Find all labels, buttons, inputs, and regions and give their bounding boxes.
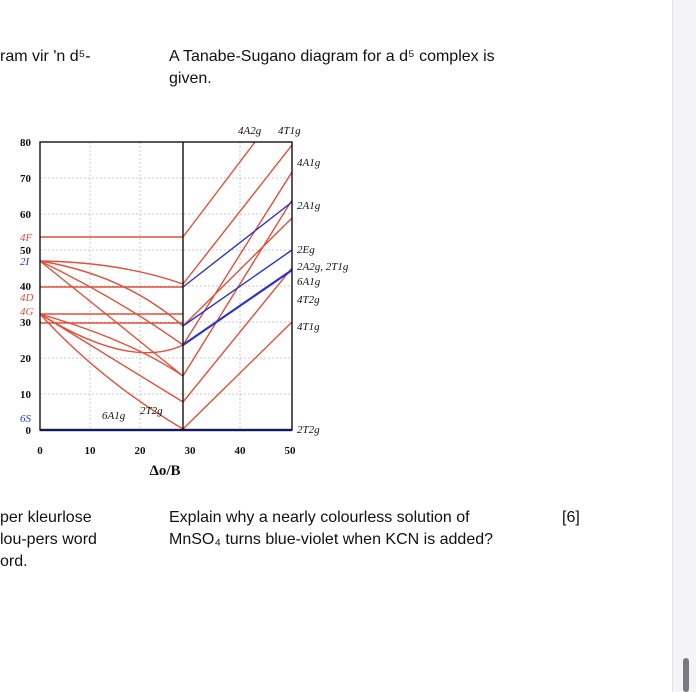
term-label: 4F bbox=[20, 232, 33, 244]
term-label: 6S bbox=[20, 413, 31, 425]
x-tick-label: 40 bbox=[234, 445, 246, 457]
y-tick-label: 0 bbox=[25, 425, 31, 437]
term-label: 4A2g bbox=[238, 125, 262, 137]
afrikaans-question-1 bbox=[0, 46, 160, 68]
y-tick-label: 70 bbox=[20, 173, 31, 185]
term-label: 4T1g bbox=[297, 321, 320, 333]
term-label: 4A1g bbox=[297, 157, 321, 169]
term-label: 2T2g bbox=[297, 424, 320, 436]
term-label: 4D bbox=[20, 292, 34, 304]
term-label: 2A1g bbox=[297, 200, 321, 212]
term-label: 4G bbox=[20, 306, 34, 318]
question-text-line: given. bbox=[169, 70, 212, 87]
question-text-line: A Tanabe-Sugano diagram for a d⁵ complex is bbox=[169, 48, 495, 65]
right-gutter bbox=[672, 0, 696, 692]
x-tick-label: 10 bbox=[84, 445, 96, 457]
term-label: 6A1g bbox=[102, 410, 126, 422]
english-question-1 bbox=[169, 46, 549, 90]
x-tick-label: 30 bbox=[184, 445, 196, 457]
english-question-2 bbox=[169, 507, 549, 551]
tanabe-sugano-diagram bbox=[0, 110, 380, 485]
x-tick-label: 0 bbox=[37, 445, 43, 457]
term-label: 4T2g bbox=[297, 294, 320, 306]
afrikaans-text-line: per kleurlose bbox=[0, 509, 92, 526]
question-text-line: MnSO₄ turns blue-violet when KCN is added? bbox=[169, 531, 494, 548]
afrikaans-text-line: ram vir 'n d⁵- bbox=[0, 48, 91, 65]
term-label: 2Eg bbox=[297, 244, 315, 256]
grid bbox=[40, 142, 292, 430]
term-label: 2T2g bbox=[140, 405, 163, 417]
y-tick-label: 50 bbox=[20, 245, 31, 257]
x-axis-label: Δo/B bbox=[149, 463, 181, 479]
term-label: 2I bbox=[20, 256, 30, 268]
x-tick-label: 20 bbox=[134, 445, 146, 457]
y-tick-label: 80 bbox=[20, 137, 31, 149]
term-label: 6A1g bbox=[297, 276, 321, 288]
y-tick-label: 20 bbox=[20, 353, 31, 365]
question-text-line: Explain why a nearly colourless solution of bbox=[169, 509, 470, 526]
term-label: 4T1g bbox=[278, 125, 301, 137]
y-tick-label: 40 bbox=[20, 281, 31, 293]
y-tick-label: 60 bbox=[20, 209, 31, 221]
afrikaans-text-line: lou-pers word bbox=[0, 531, 97, 548]
marks-label: [6] bbox=[562, 509, 580, 526]
afrikaans-question-2 bbox=[0, 507, 160, 573]
x-tick-label: 50 bbox=[284, 445, 296, 457]
scrollbar-thumb[interactable] bbox=[683, 658, 689, 692]
y-tick-label: 30 bbox=[20, 317, 31, 329]
afrikaans-text-line: ord. bbox=[0, 553, 28, 570]
y-tick-label: 10 bbox=[20, 389, 31, 401]
term-label: 2A2g, 2T1g bbox=[297, 261, 349, 273]
